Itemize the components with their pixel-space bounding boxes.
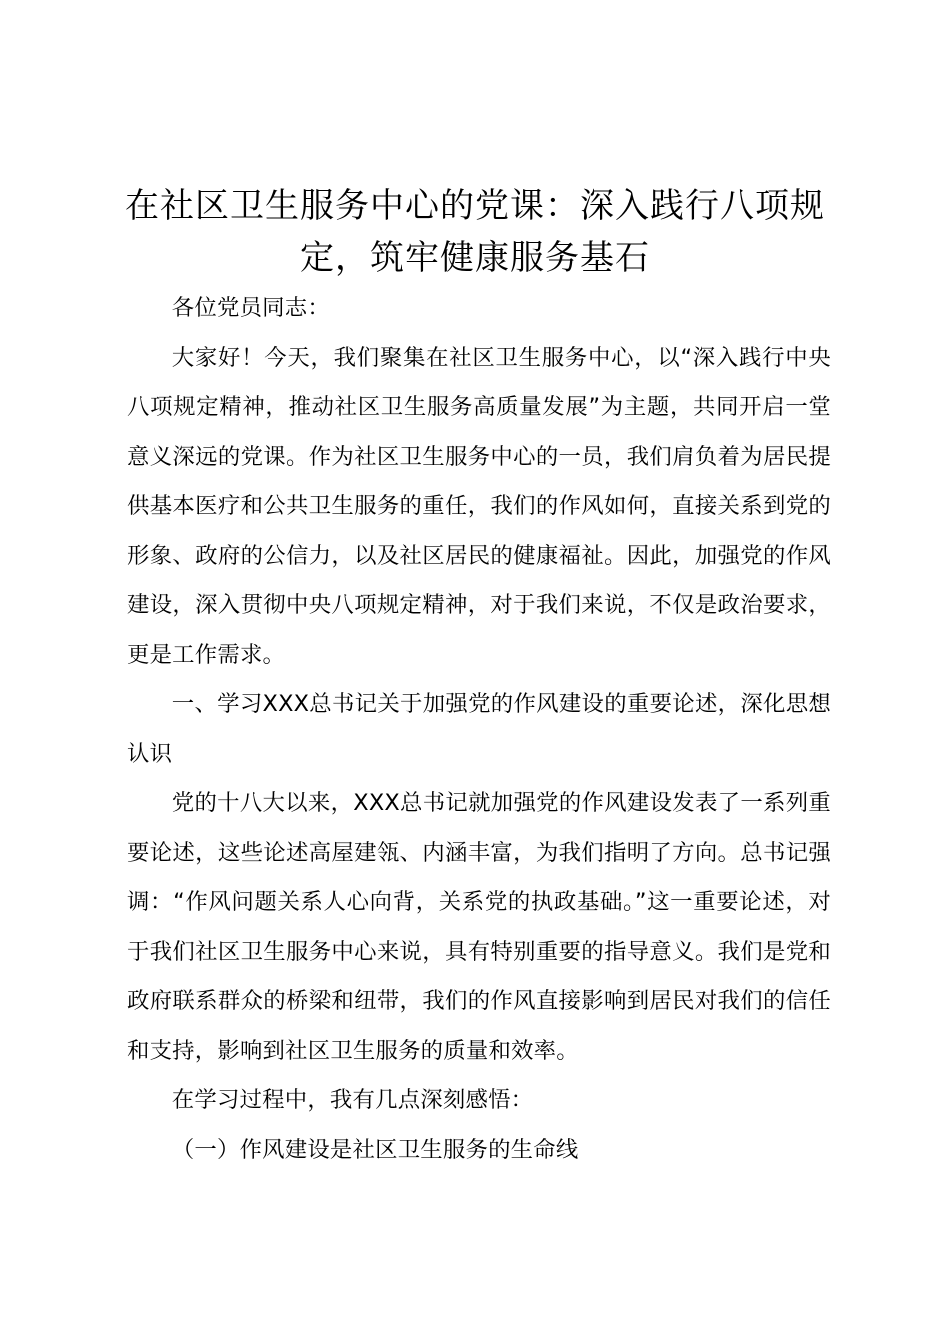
section-1-paragraph: 党的十八大以来，XXX总书记就加强党的作风建设发表了一系列重要论述，这些论述高屋建瓴、内涵丰富，为我们指明了方向。总书记强调：“作风问题关系人心向背，关系党的执政基础。”这一重要论述，对于我们社区卫生服务中心来说，具有特别重要的指导意义。我们是党和政府联系群众的桥梁和纽带，我们的作风直接影响到居民对我们的信任和支持，影响到社区卫生服务的质量和效率。 (127, 790, 831, 1064)
insights-intro: 在学习过程中，我有几点深刻感悟： (171, 1087, 534, 1113)
intro-paragraph: 大家好！今天，我们聚集在社区卫生服务中心，以“深入践行中央八项规定精神，推动社区卫生服务高质量发展”为主题，共同开启一堂意义深远的党课。作为社区卫生服务中心的一员，我们肩负着为居民提供基本医疗和公共卫生服务的重任，我们的作风如何，直接关系到党的形象、政府的公信力，以及社区居民的健康福祉。因此，加强党的作风建设，深入贯彻中央八项规定精神，对于我们来说，不仅是政治要求，更是工作需求。 (127, 344, 831, 668)
subheading-1: （一）作风建设是社区卫生服务的生命线 (171, 1136, 579, 1163)
document-body (127, 284, 831, 1175)
salutation: 各位党员同志： (171, 295, 330, 321)
document-title: 在社区卫生服务中心的党课：深入践行八项规定，筑牢健康服务基石 (125, 186, 825, 278)
section-heading-1: 一、学习XXX总书记关于加强党的作风建设的重要论述，深化思想认识 (127, 691, 831, 767)
